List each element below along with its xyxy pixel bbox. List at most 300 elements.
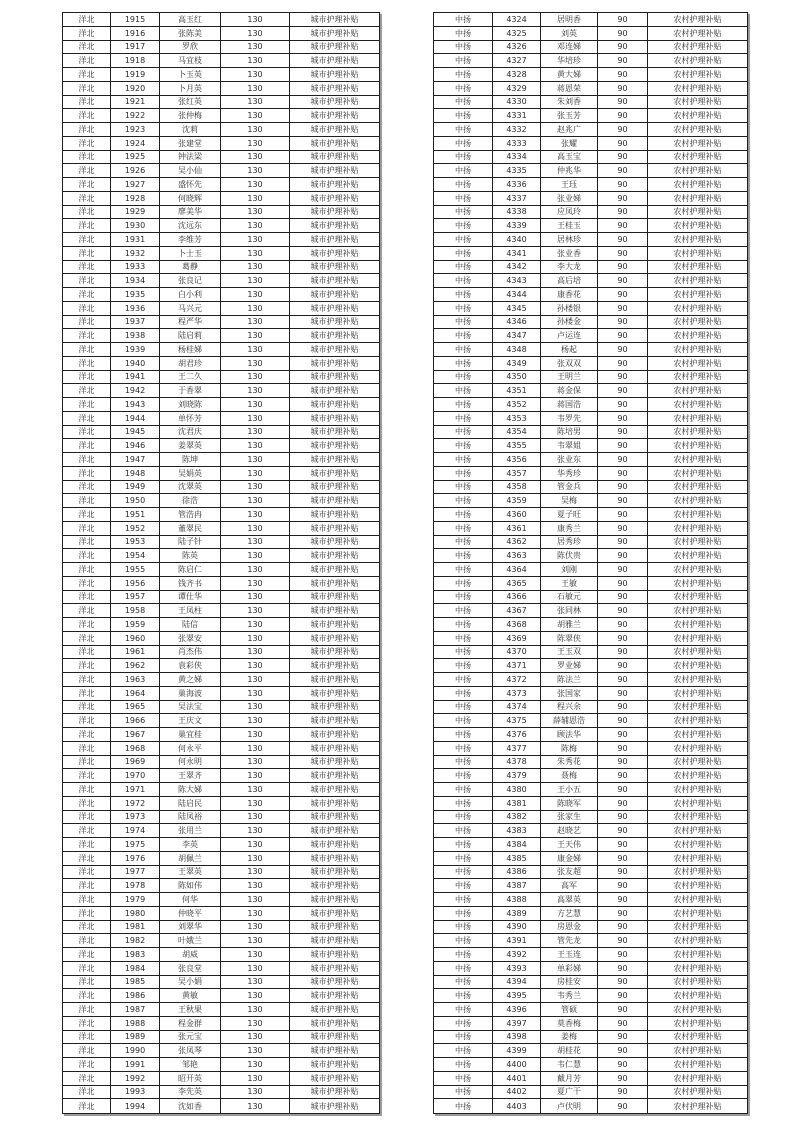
name-cell: 朱秀花 [541, 755, 598, 769]
name-cell: 张玉芳 [541, 109, 598, 123]
table-row [63, 95, 380, 109]
name-cell: 罗欣 [160, 40, 221, 54]
amount-cell: 90 [598, 549, 648, 563]
amount-cell: 90 [598, 233, 648, 247]
region-cell: 洋北 [63, 659, 111, 673]
name-cell: 巢宜桂 [160, 728, 221, 742]
category-cell: 城市护理补贴 [290, 150, 380, 164]
amount-cell: 130 [221, 233, 290, 247]
table-row [434, 604, 748, 618]
amount-cell: 130 [221, 549, 290, 563]
region-cell: 洋北 [63, 508, 111, 522]
table-row [434, 549, 748, 563]
category-cell: 农村护理补贴 [648, 356, 748, 370]
table-row [63, 535, 380, 549]
category-cell: 农村护理补贴 [648, 425, 748, 439]
code-cell: 1947 [111, 453, 160, 467]
category-cell: 城市护理补贴 [290, 219, 380, 233]
category-cell: 农村护理补贴 [648, 961, 748, 975]
table-row [434, 810, 748, 824]
code-cell: 1937 [111, 315, 160, 329]
code-cell: 4373 [493, 686, 541, 700]
category-cell: 农村护理补贴 [648, 659, 748, 673]
region-cell: 洋北 [63, 1016, 111, 1030]
table-row [63, 205, 380, 219]
category-cell: 城市护理补贴 [290, 246, 380, 260]
amount-cell: 90 [598, 109, 648, 123]
name-cell: 管金兵 [541, 480, 598, 494]
code-cell: 1934 [111, 274, 160, 288]
table-row [63, 645, 380, 659]
region-cell: 中扬 [434, 728, 493, 742]
amount-cell: 130 [221, 123, 290, 137]
code-cell: 4334 [493, 150, 541, 164]
table-row [63, 68, 380, 82]
category-cell: 农村护理补贴 [648, 673, 748, 687]
category-cell: 农村护理补贴 [648, 934, 748, 948]
category-cell: 农村护理补贴 [648, 521, 748, 535]
subsidy-table-right [433, 12, 748, 1114]
amount-cell: 90 [598, 741, 648, 755]
code-cell: 4371 [493, 659, 541, 673]
code-cell: 1954 [111, 549, 160, 563]
region-cell: 中扬 [434, 329, 493, 343]
table-row [63, 301, 380, 315]
name-cell: 陈坤 [160, 453, 221, 467]
region-cell: 洋北 [63, 563, 111, 577]
name-cell: 陈英 [160, 549, 221, 563]
category-cell: 农村护理补贴 [648, 178, 748, 192]
table-row [434, 26, 748, 40]
category-cell: 农村护理补贴 [648, 989, 748, 1003]
table-row [434, 315, 748, 329]
region-cell: 中扬 [434, 136, 493, 150]
name-cell: 张翠安 [160, 631, 221, 645]
category-cell: 农村护理补贴 [648, 1099, 748, 1114]
name-cell: 葛静 [160, 260, 221, 274]
amount-cell: 90 [598, 714, 648, 728]
region-cell: 中扬 [434, 851, 493, 865]
amount-cell: 130 [221, 68, 290, 82]
table-row [434, 673, 748, 687]
name-cell: 盛怀先 [160, 178, 221, 192]
amount-cell: 90 [598, 329, 648, 343]
amount-cell: 90 [598, 796, 648, 810]
category-cell: 农村护理补贴 [648, 233, 748, 247]
category-cell: 农村护理补贴 [648, 810, 748, 824]
category-cell: 农村护理补贴 [648, 631, 748, 645]
code-cell: 4401 [493, 1071, 541, 1085]
category-cell: 城市护理补贴 [290, 810, 380, 824]
amount-cell: 130 [221, 989, 290, 1003]
code-cell: 1962 [111, 659, 160, 673]
region-cell: 洋北 [63, 356, 111, 370]
category-cell: 城市护理补贴 [290, 673, 380, 687]
code-cell: 1927 [111, 178, 160, 192]
name-cell: 孙楼金 [541, 315, 598, 329]
region-cell: 中扬 [434, 219, 493, 233]
code-cell: 4372 [493, 673, 541, 687]
code-cell: 4391 [493, 934, 541, 948]
amount-cell: 130 [221, 508, 290, 522]
amount-cell: 130 [221, 288, 290, 302]
name-cell: 蒋恩荣 [541, 81, 598, 95]
amount-cell: 90 [598, 1044, 648, 1058]
category-cell: 城市护理补贴 [290, 288, 380, 302]
code-cell: 1994 [111, 1099, 160, 1114]
table-row [63, 590, 380, 604]
category-cell: 农村护理补贴 [648, 1003, 748, 1017]
region-cell: 洋北 [63, 535, 111, 549]
table-row [434, 631, 748, 645]
amount-cell: 130 [221, 260, 290, 274]
category-cell: 农村护理补贴 [648, 274, 748, 288]
category-cell: 城市护理补贴 [290, 274, 380, 288]
region-cell: 中扬 [434, 838, 493, 852]
name-cell: 马兴元 [160, 301, 221, 315]
region-cell: 洋北 [63, 274, 111, 288]
amount-cell: 130 [221, 1058, 290, 1072]
name-cell: 张业娣 [541, 191, 598, 205]
code-cell: 4361 [493, 521, 541, 535]
region-cell: 中扬 [434, 453, 493, 467]
table-row [434, 205, 748, 219]
category-cell: 农村护理补贴 [648, 288, 748, 302]
amount-cell: 90 [598, 191, 648, 205]
category-cell: 城市护理补贴 [290, 851, 380, 865]
region-cell: 中扬 [434, 1099, 493, 1114]
code-cell: 4381 [493, 796, 541, 810]
region-cell: 洋北 [63, 136, 111, 150]
category-cell: 城市护理补贴 [290, 769, 380, 783]
region-cell: 中扬 [434, 95, 493, 109]
name-cell: 孙楼银 [541, 301, 598, 315]
name-cell: 居明香 [541, 13, 598, 27]
name-cell: 方艺慧 [541, 906, 598, 920]
amount-cell: 90 [598, 934, 648, 948]
name-cell: 张耀 [541, 136, 598, 150]
amount-cell: 90 [598, 755, 648, 769]
code-cell: 1968 [111, 741, 160, 755]
category-cell: 城市护理补贴 [290, 700, 380, 714]
category-cell: 城市护理补贴 [290, 1058, 380, 1072]
table-row [63, 920, 380, 934]
name-cell: 张业香 [541, 246, 598, 260]
code-cell: 4385 [493, 851, 541, 865]
table-row [63, 1099, 380, 1114]
code-cell: 1917 [111, 40, 160, 54]
region-cell: 中扬 [434, 741, 493, 755]
code-cell: 1931 [111, 233, 160, 247]
table-row [434, 164, 748, 178]
amount-cell: 130 [221, 920, 290, 934]
category-cell: 城市护理补贴 [290, 796, 380, 810]
name-cell: 薛辅恩浩 [541, 714, 598, 728]
amount-cell: 90 [598, 879, 648, 893]
table-row [63, 700, 380, 714]
region-cell: 洋北 [63, 1044, 111, 1058]
category-cell: 农村护理补贴 [648, 700, 748, 714]
name-cell: 钱齐书 [160, 576, 221, 590]
name-cell: 董翠民 [160, 521, 221, 535]
amount-cell: 90 [598, 1085, 648, 1099]
code-cell: 1924 [111, 136, 160, 150]
category-cell: 城市护理补贴 [290, 13, 380, 27]
name-cell: 高玉宝 [541, 150, 598, 164]
table-row [63, 714, 380, 728]
category-cell: 城市护理补贴 [290, 453, 380, 467]
category-cell: 城市护理补贴 [290, 329, 380, 343]
name-cell: 房恩金 [541, 920, 598, 934]
name-cell: 马宜枝 [160, 54, 221, 68]
amount-cell: 90 [598, 26, 648, 40]
amount-cell: 130 [221, 975, 290, 989]
code-cell: 1919 [111, 68, 160, 82]
region-cell: 洋北 [63, 879, 111, 893]
code-cell: 1991 [111, 1058, 160, 1072]
category-cell: 城市护理补贴 [290, 494, 380, 508]
table-row [63, 934, 380, 948]
table-row [63, 260, 380, 274]
code-cell: 1957 [111, 590, 160, 604]
amount-cell: 130 [221, 191, 290, 205]
region-cell: 中扬 [434, 466, 493, 480]
name-cell: 沈远东 [160, 219, 221, 233]
region-cell: 洋北 [63, 315, 111, 329]
category-cell: 农村护理补贴 [648, 576, 748, 590]
category-cell: 农村护理补贴 [648, 81, 748, 95]
code-cell: 4363 [493, 549, 541, 563]
category-cell: 农村护理补贴 [648, 219, 748, 233]
code-cell: 1940 [111, 356, 160, 370]
code-cell: 1918 [111, 54, 160, 68]
category-cell: 城市护理补贴 [290, 398, 380, 412]
category-cell: 农村护理补贴 [648, 136, 748, 150]
region-cell: 洋北 [63, 934, 111, 948]
region-cell: 中扬 [434, 535, 493, 549]
region-cell: 洋北 [63, 521, 111, 535]
category-cell: 农村护理补贴 [648, 755, 748, 769]
table-row [434, 411, 748, 425]
name-cell: 李维芳 [160, 233, 221, 247]
region-cell: 中扬 [434, 411, 493, 425]
region-cell: 中扬 [434, 590, 493, 604]
amount-cell: 130 [221, 1085, 290, 1099]
category-cell: 农村护理补贴 [648, 439, 748, 453]
name-cell: 居林珍 [541, 233, 598, 247]
amount-cell: 130 [221, 343, 290, 357]
name-cell: 杨桂娣 [160, 343, 221, 357]
name-cell: 张国家 [541, 686, 598, 700]
table-row [434, 384, 748, 398]
code-cell: 1981 [111, 920, 160, 934]
region-cell: 洋北 [63, 590, 111, 604]
region-cell: 洋北 [63, 700, 111, 714]
code-cell: 1967 [111, 728, 160, 742]
amount-cell: 130 [221, 301, 290, 315]
name-cell: 康金娣 [541, 851, 598, 865]
category-cell: 农村护理补贴 [648, 824, 748, 838]
category-cell: 城市护理补贴 [290, 590, 380, 604]
name-cell: 单彩娣 [541, 961, 598, 975]
region-cell: 中扬 [434, 13, 493, 27]
category-cell: 城市护理补贴 [290, 136, 380, 150]
code-cell: 1941 [111, 370, 160, 384]
amount-cell: 90 [598, 686, 648, 700]
region-cell: 中扬 [434, 274, 493, 288]
name-cell: 张业东 [541, 453, 598, 467]
table-row [63, 975, 380, 989]
region-cell: 洋北 [63, 466, 111, 480]
region-cell: 中扬 [434, 1016, 493, 1030]
region-cell: 洋北 [63, 975, 111, 989]
name-cell: 白小利 [160, 288, 221, 302]
category-cell: 农村护理补贴 [648, 109, 748, 123]
table-row [434, 95, 748, 109]
name-cell: 钟法梁 [160, 150, 221, 164]
region-cell: 洋北 [63, 783, 111, 797]
category-cell: 农村护理补贴 [648, 865, 748, 879]
table-row [63, 741, 380, 755]
category-cell: 城市护理补贴 [290, 920, 380, 934]
table-row [63, 563, 380, 577]
name-cell: 王敏 [541, 576, 598, 590]
amount-cell: 130 [221, 178, 290, 192]
code-cell: 4392 [493, 948, 541, 962]
table-row [434, 838, 748, 852]
category-cell: 农村护理补贴 [648, 590, 748, 604]
code-cell: 1958 [111, 604, 160, 618]
name-cell: 陈启仁 [160, 563, 221, 577]
name-cell: 王二久 [160, 370, 221, 384]
code-cell: 4346 [493, 315, 541, 329]
category-cell: 城市护理补贴 [290, 1085, 380, 1099]
table-row [63, 769, 380, 783]
name-cell: 陈法兰 [541, 673, 598, 687]
table-row [434, 370, 748, 384]
amount-cell: 130 [221, 109, 290, 123]
region-cell: 中扬 [434, 879, 493, 893]
region-cell: 洋北 [63, 343, 111, 357]
table-row [434, 1071, 748, 1085]
region-cell: 洋北 [63, 796, 111, 810]
amount-cell: 90 [598, 673, 648, 687]
table-row [434, 233, 748, 247]
code-cell: 4376 [493, 728, 541, 742]
region-cell: 洋北 [63, 439, 111, 453]
table-row [63, 576, 380, 590]
table-row [434, 879, 748, 893]
table-row [434, 301, 748, 315]
name-cell: 张元宝 [160, 1030, 221, 1044]
region-cell: 中扬 [434, 865, 493, 879]
name-cell: 张家生 [541, 810, 598, 824]
code-cell: 1916 [111, 26, 160, 40]
table-row [434, 686, 748, 700]
name-cell: 卜玉英 [160, 68, 221, 82]
region-cell: 洋北 [63, 494, 111, 508]
table-row [63, 824, 380, 838]
table-row [434, 961, 748, 975]
code-cell: 1990 [111, 1044, 160, 1058]
region-cell: 中扬 [434, 1085, 493, 1099]
amount-cell: 130 [221, 521, 290, 535]
table-row [63, 109, 380, 123]
table-row [434, 1044, 748, 1058]
category-cell: 农村护理补贴 [648, 411, 748, 425]
table-row [63, 480, 380, 494]
category-cell: 农村护理补贴 [648, 948, 748, 962]
table-row [434, 68, 748, 82]
table-row [63, 1044, 380, 1058]
table-row [63, 315, 380, 329]
subsidy-table-left [62, 12, 380, 1114]
amount-cell: 90 [598, 301, 648, 315]
region-cell: 洋北 [63, 246, 111, 260]
region-cell: 洋北 [63, 948, 111, 962]
amount-cell: 130 [221, 948, 290, 962]
code-cell: 4362 [493, 535, 541, 549]
category-cell: 农村护理补贴 [648, 398, 748, 412]
code-cell: 4400 [493, 1058, 541, 1072]
table-row [63, 54, 380, 68]
name-cell: 顾法华 [541, 728, 598, 742]
code-cell: 1987 [111, 1003, 160, 1017]
amount-cell: 130 [221, 95, 290, 109]
code-cell: 4330 [493, 95, 541, 109]
name-cell: 康秀兰 [541, 521, 598, 535]
amount-cell: 90 [598, 728, 648, 742]
table-row [434, 150, 748, 164]
region-cell: 洋北 [63, 893, 111, 907]
name-cell: 李大龙 [541, 260, 598, 274]
category-cell: 农村护理补贴 [648, 480, 748, 494]
code-cell: 1944 [111, 411, 160, 425]
table-row [63, 1003, 380, 1017]
category-cell: 农村护理补贴 [648, 728, 748, 742]
name-cell: 刘晓陈 [160, 398, 221, 412]
amount-cell: 130 [221, 934, 290, 948]
table-row [434, 1030, 748, 1044]
category-cell: 农村护理补贴 [648, 246, 748, 260]
code-cell: 4339 [493, 219, 541, 233]
amount-cell: 130 [221, 851, 290, 865]
category-cell: 城市护理补贴 [290, 604, 380, 618]
table-row [434, 755, 748, 769]
region-cell: 中扬 [434, 521, 493, 535]
category-cell: 城市护理补贴 [290, 838, 380, 852]
region-cell: 洋北 [63, 109, 111, 123]
region-cell: 中扬 [434, 948, 493, 962]
category-cell: 城市护理补贴 [290, 686, 380, 700]
amount-cell: 130 [221, 150, 290, 164]
table-row [434, 13, 748, 27]
table-row [63, 246, 380, 260]
code-cell: 1915 [111, 13, 160, 27]
category-cell: 农村护理补贴 [648, 315, 748, 329]
amount-cell: 90 [598, 178, 648, 192]
category-cell: 农村护理补贴 [648, 783, 748, 797]
code-cell: 1949 [111, 480, 160, 494]
code-cell: 1976 [111, 851, 160, 865]
amount-cell: 90 [598, 700, 648, 714]
table-row [63, 466, 380, 480]
name-cell: 陈翠侠 [541, 631, 598, 645]
amount-cell: 130 [221, 81, 290, 95]
code-cell: 4326 [493, 40, 541, 54]
category-cell: 城市护理补贴 [290, 178, 380, 192]
name-cell: 陈晓军 [541, 796, 598, 810]
